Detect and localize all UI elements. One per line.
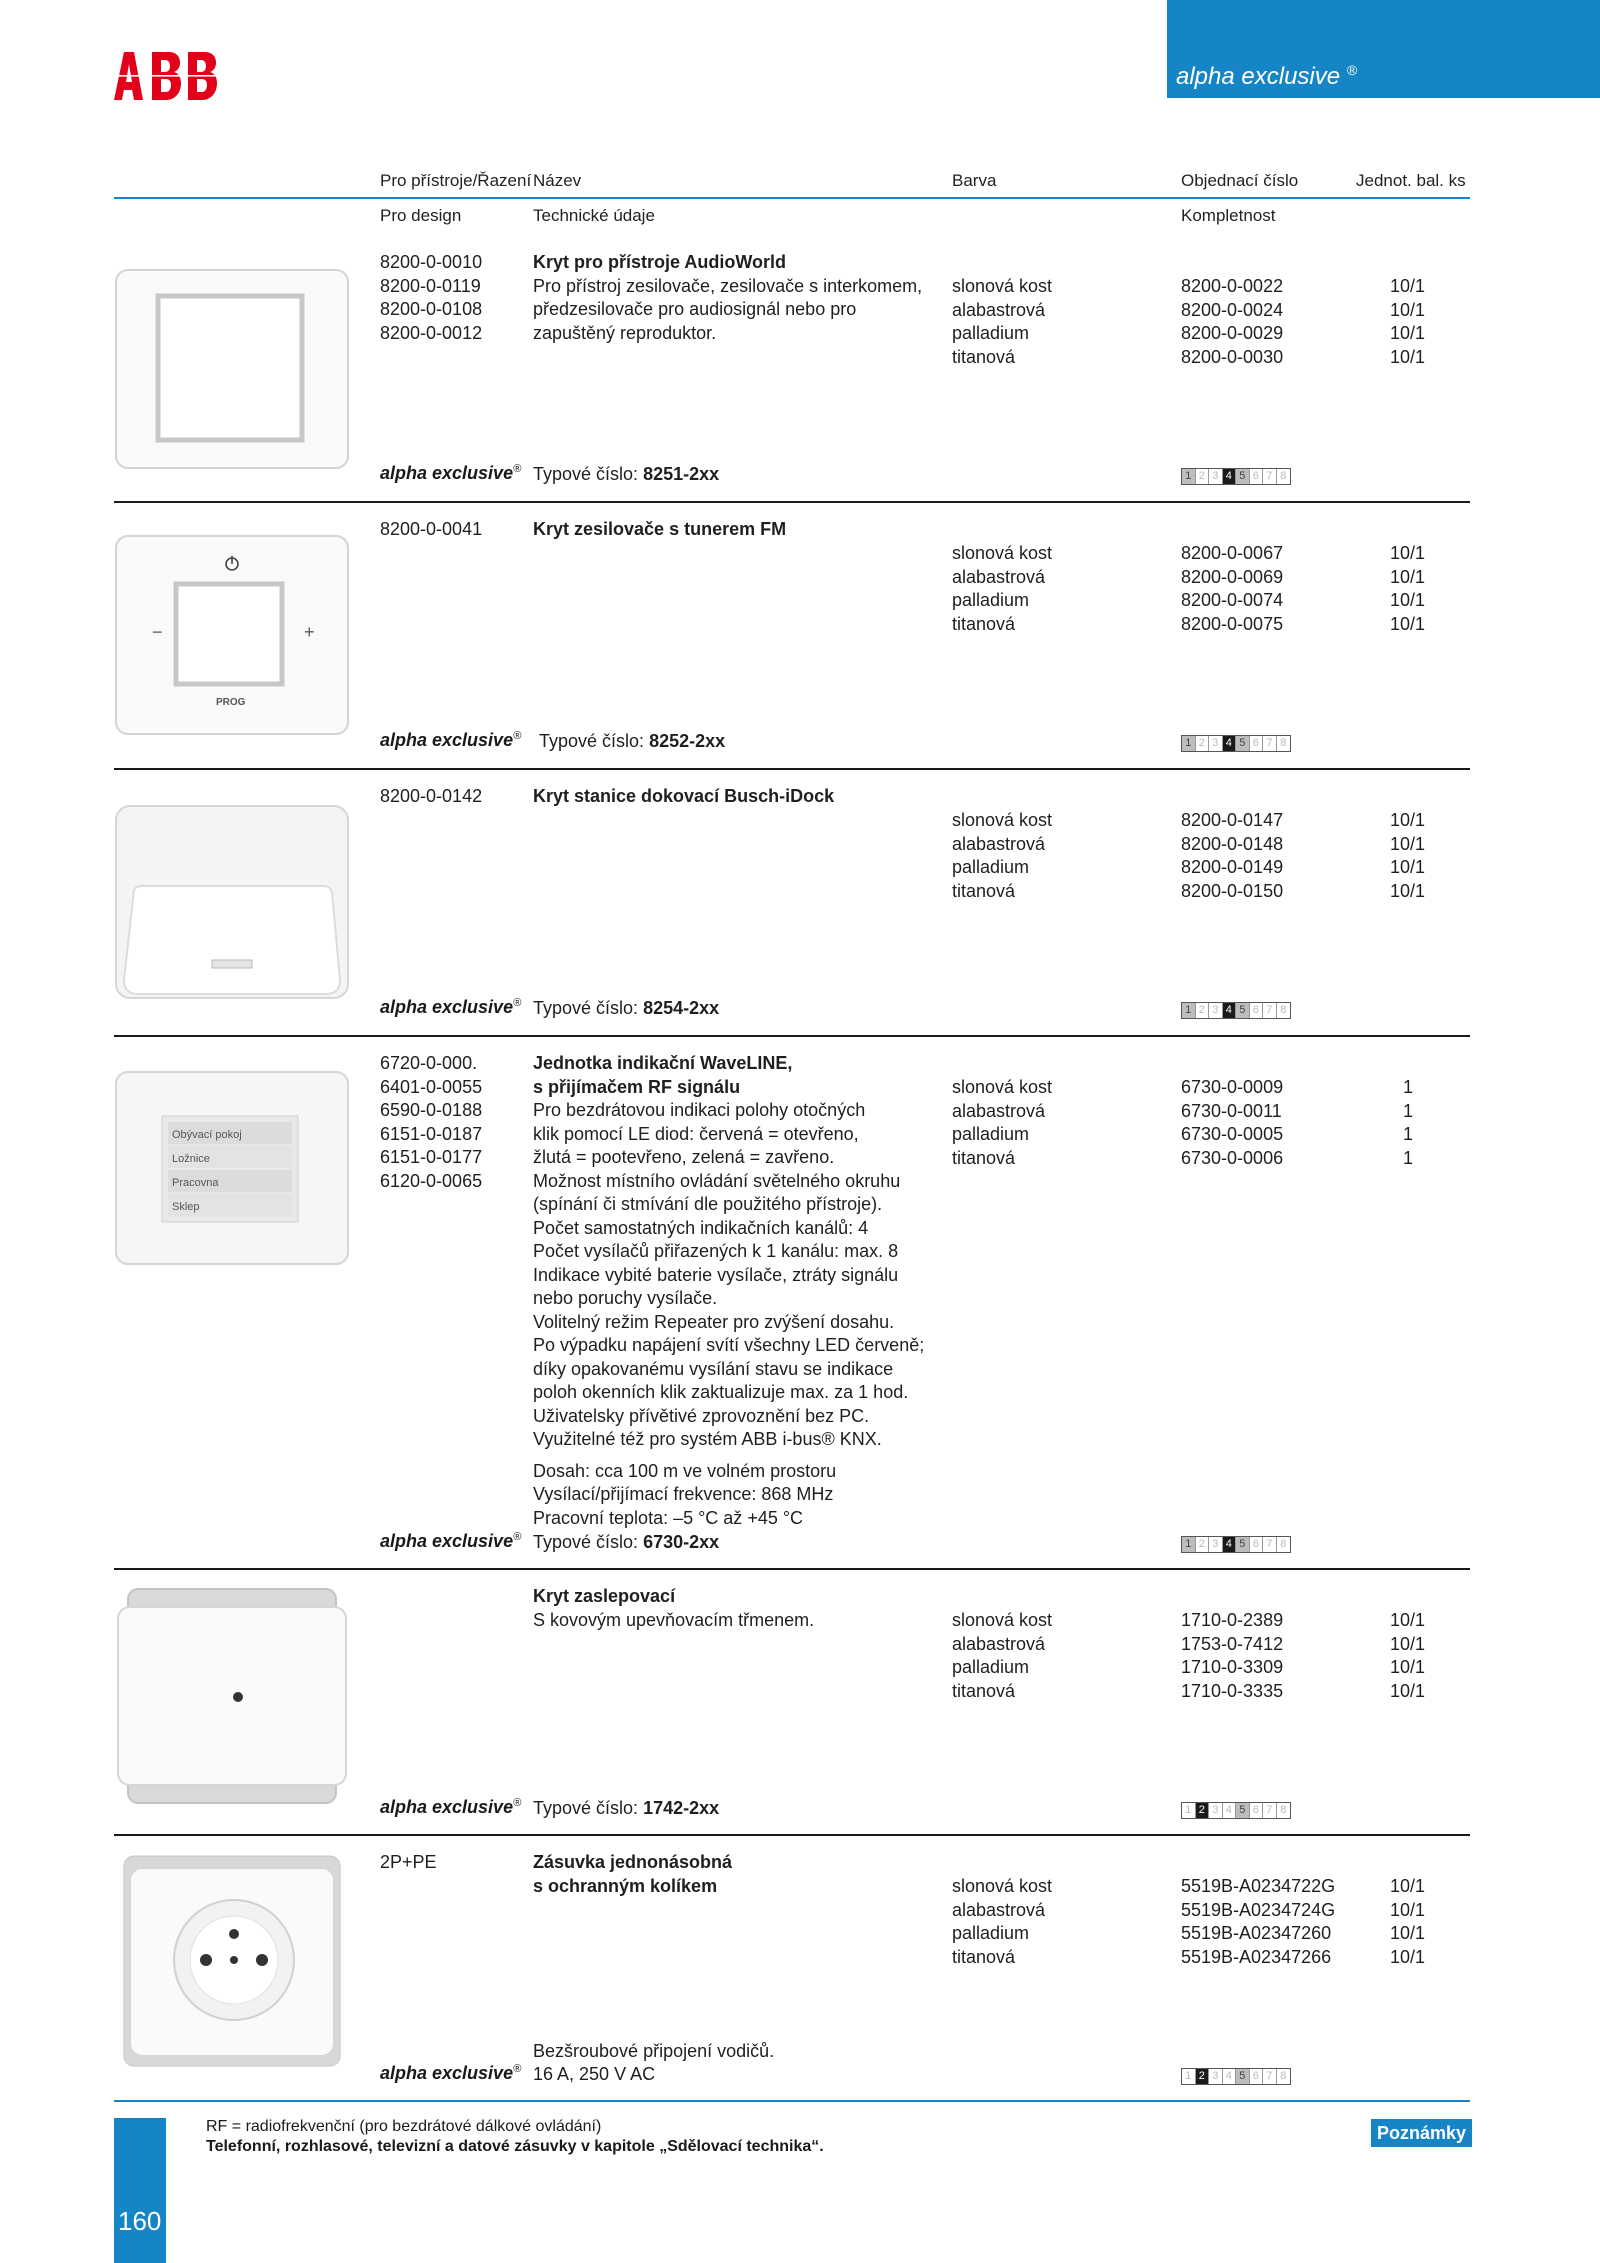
product-orders: 8200-0-0147 8200-0-0148 8200-0-0149 8200-0-0150 xyxy=(1181,810,1284,901)
product-desc: Kryt zaslepovací S kovovým upevňovacím třmenem. xyxy=(533,1586,815,1630)
product-image-blank-cover xyxy=(112,1585,352,1807)
brand-label: alpha exclusive® xyxy=(380,2063,522,2083)
product-image-waveline xyxy=(112,1068,352,1268)
footer-note-telecom: Telefonní, rozhlasové, televizní a datové zásuvky v kapitole „Sdělovací technika“. xyxy=(206,2138,824,2155)
type-number: Typové číslo: 1742-2xx xyxy=(533,1798,720,1818)
subheader-tech-data: Technické údaje xyxy=(533,206,655,225)
waveline-label-3: Pracovna xyxy=(172,1177,219,1189)
product-units: 10/1 10/1 10/1 10/1 xyxy=(1390,1610,1426,1701)
plus-label: + xyxy=(304,622,315,642)
frame-size-indicator: 1 2 3 4 5 6 7 8 xyxy=(1181,735,1291,752)
product-desc: Zásuvka jednonásobná s ochranným kolíkem xyxy=(533,1852,733,1896)
subheader-design: Pro design xyxy=(380,206,462,225)
brand-label: alpha exclusive® xyxy=(380,997,522,1017)
frame-size-indicator: 1 2 3 4 5 6 7 8 xyxy=(1181,1802,1291,1819)
brand-label: alpha exclusive® xyxy=(380,730,522,750)
product-units: 10/1 10/1 10/1 10/1 xyxy=(1390,1876,1426,1967)
product-units: 10/1 10/1 10/1 10/1 xyxy=(1390,543,1426,634)
abb-logo xyxy=(114,52,226,100)
product-refs: 2P+PE xyxy=(380,1852,437,1872)
product-note: Bezšroubové připojení vodičů. xyxy=(533,2041,775,2061)
product-units: 10/1 10/1 10/1 10/1 xyxy=(1390,810,1426,901)
product-colors: slonová kost alabastrová palladium titanová xyxy=(952,276,1053,367)
footer-rule xyxy=(114,2100,1470,2102)
section-title: alpha exclusive ® xyxy=(1176,62,1358,90)
minus-label: − xyxy=(152,622,163,642)
notes-tab[interactable]: Poznámky xyxy=(1371,2119,1472,2147)
product-colors: slonová kost alabastrová palladium titanová xyxy=(952,1610,1053,1701)
product-orders: 1710-0-2389 1753-0-7412 1710-0-3309 1710-0-3335 xyxy=(1181,1610,1284,1701)
type-number: Typové číslo: 8251-2xx xyxy=(533,464,720,484)
product-units: 1 1 1 1 xyxy=(1403,1077,1414,1168)
product-image-fm-tuner xyxy=(112,532,352,738)
product-refs: 8200-0-0041 xyxy=(380,519,483,539)
product-colors: slonová kost alabastrová palladium titanová xyxy=(952,810,1053,901)
header-pack-units: Jednot. bal. ks xyxy=(1356,171,1466,190)
row-divider xyxy=(114,1568,1470,1570)
header-name: Název xyxy=(533,171,582,190)
header-color: Barva xyxy=(952,171,997,190)
product-orders: 8200-0-0067 8200-0-0069 8200-0-0074 8200-0-0075 xyxy=(1181,543,1284,634)
product-desc: Jednotka indikační WaveLINE, s přijímačem RF signálu Pro bezdrátovou indikaci polohy otočných klik pomocí LE diod: červená = otevřeno, žlutá = pootevřeno, zelená = zavřeno. Možnost místního ovládání světelného okruhu (spínání či stmívání dle použitého přístroje). Počet samostatných indikačních kanálů: 4 Počet vysílačů přiřazených k 1 kanálu: max. 8 Indikace vybité baterie vysílače, ztráty signálu nebo poruchy vysílače. Volitelný režim Repeater pro zvýšení dosahu. Po výpadku napájení svítí všechny LED červeně; díky opakovanému vysílání stavu se indikace poloh okenních klik zaktualizuje max. za 1 hod. Uživatelsky přívětivé zprovoznění bez PC. Využitelné též pro systém ABB i-bus® KNX. Dosah: cca 100 m ve volném prostoru Vysílací/přijímací frekvence: 868 MHz Pracovní teplota: –5 °C až +45 °C xyxy=(533,1053,925,1528)
product-image-idock xyxy=(112,802,352,1002)
brand-label: alpha exclusive® xyxy=(380,463,522,483)
waveline-label-2: Ložnice xyxy=(172,1153,210,1165)
product-orders: 5519B-A0234722G 5519B-A0234724G 5519B-A02347260 5519B-A02347266 xyxy=(1181,1876,1336,1967)
brand-label: alpha exclusive® xyxy=(380,1531,522,1551)
product-refs: 8200-0-0142 xyxy=(380,786,483,806)
type-number: Typové číslo: 8254-2xx xyxy=(533,998,720,1018)
frame-size-indicator: 1 2 3 4 5 6 7 8 xyxy=(1181,1002,1291,1019)
row-divider xyxy=(114,1035,1470,1037)
row-divider xyxy=(114,501,1470,503)
product-colors: slonová kost alabastrová palladium titanová xyxy=(952,1876,1053,1967)
product-image-socket xyxy=(112,1850,352,2072)
product-desc: Kryt zesilovače s tunerem FM xyxy=(533,519,787,539)
frame-size-indicator: 1 2 3 4 5 6 7 8 xyxy=(1181,2068,1291,2085)
brand-label: alpha exclusive® xyxy=(380,1797,522,1817)
frame-size-indicator: 1 2 3 4 5 6 7 8 xyxy=(1181,1536,1291,1553)
product-refs: 6720-0-000. 6401-0-0055 6590-0-0188 6151-0-0187 6151-0-0177 6120-0-0065 xyxy=(380,1053,483,1191)
product-desc: Kryt stanice dokovací Busch-iDock xyxy=(533,786,835,806)
product-colors: slonová kost alabastrová palladium titanová xyxy=(952,543,1053,634)
product-units: 10/1 10/1 10/1 10/1 xyxy=(1390,276,1426,367)
waveline-label-4: Sklep xyxy=(172,1201,200,1213)
row-divider xyxy=(114,1834,1470,1836)
product-colors: slonová kost alabastrová palladium titanová xyxy=(952,1077,1053,1168)
waveline-label-1: Obývací pokoj xyxy=(172,1129,242,1141)
product-rating: 16 A, 250 V AC xyxy=(533,2064,656,2084)
subheader-completeness: Kompletnost xyxy=(1181,206,1276,225)
product-orders: 8200-0-0022 8200-0-0024 8200-0-0029 8200-0-0030 xyxy=(1181,276,1284,367)
product-desc: Kryt pro přístroje AudioWorld Pro přístroj zesilovače, zesilovače s interkomem, předzesilovače pro audiosignál nebo pro zapuštěný reproduktor. xyxy=(533,252,923,343)
header-rule xyxy=(114,197,1470,199)
header-order-number: Objednací číslo xyxy=(1181,171,1299,190)
header-for-devices: Pro přístroje/Řazení xyxy=(380,171,532,190)
type-number: Typové číslo: 6730-2xx xyxy=(533,1532,720,1552)
type-number: Typové číslo: 8252-2xx xyxy=(539,731,726,751)
product-image-audioworld xyxy=(112,266,352,472)
page-number-bar xyxy=(114,2118,166,2263)
frame-size-indicator: 1 2 3 4 5 6 7 8 xyxy=(1181,468,1291,485)
section-header-band xyxy=(1167,0,1600,98)
row-divider xyxy=(114,768,1470,770)
prog-label: PROG xyxy=(216,697,246,708)
product-refs: 8200-0-0010 8200-0-0119 8200-0-0108 8200-0-0012 xyxy=(380,252,483,343)
product-orders: 6730-0-0009 6730-0-0011 6730-0-0005 6730-0-0006 xyxy=(1181,1077,1284,1168)
footer-note-rf: RF = radiofrekvenční (pro bezdrátové dálkové ovládání) xyxy=(206,2118,602,2135)
page-number: 160 xyxy=(118,2206,162,2236)
